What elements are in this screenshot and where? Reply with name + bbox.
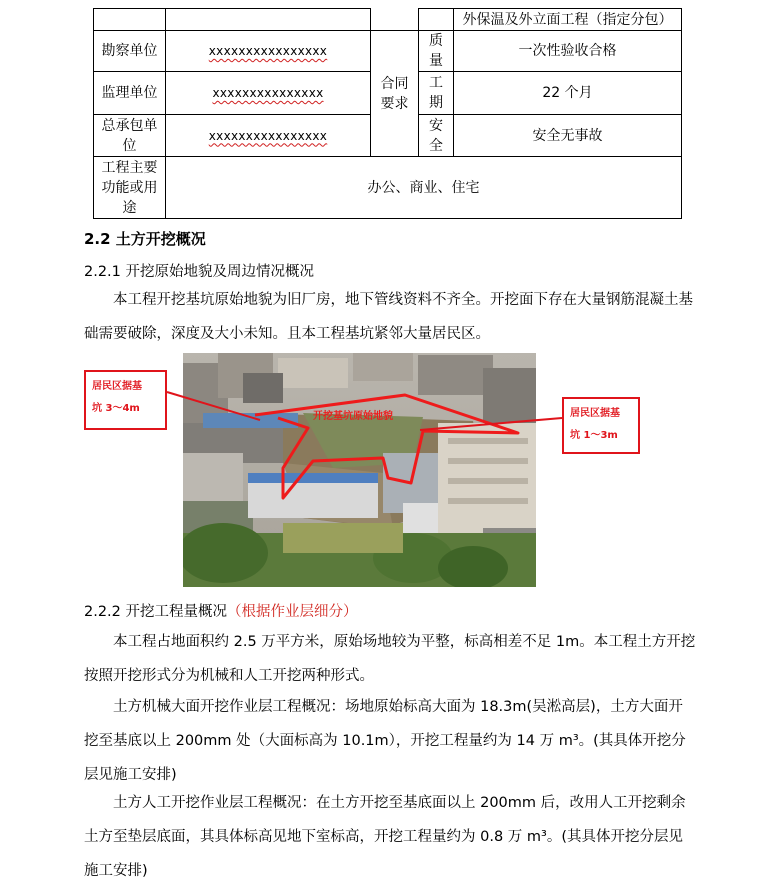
subsection-title-2-text: 2.2.2 开挖工程量概况 xyxy=(84,604,228,620)
subsection-title-1: 2.2.1 开挖原始地貌及周边情况概况 xyxy=(84,264,315,280)
subcontract-note: 外保温及外立面工程（指定分包） xyxy=(454,9,682,31)
safety-value: 安全无事故 xyxy=(454,115,682,157)
callout-right xyxy=(562,397,640,454)
supervision-unit-label: 监理单位 xyxy=(94,72,166,115)
survey-unit-label: 勘察单位 xyxy=(94,31,166,72)
table-row xyxy=(94,31,682,72)
contract-label-line1: 合同 xyxy=(380,75,409,92)
schedule-label-line1: 工 xyxy=(429,75,443,91)
function-label-line3: 途 xyxy=(122,199,137,216)
callout-right-line2: 坑 1～3m xyxy=(570,430,618,441)
pit-label: 开挖基坑原始地貌 xyxy=(313,411,393,422)
paragraph-3: 土方机械大面开挖作业层工程概况：场地原始标高大面为 18.3m(吴淞高层)，土方大面开挖至基底以上 200mm 处（大面标高为 10.1m），开挖工程量约为 14 万 m³。(其具体开挖分层见施工安排) xyxy=(84,699,686,783)
paragraph-4: 土方人工开挖作业层工程概况：在土方开挖至基底面以上 200mm 后，改用人工开挖剩余土方至垫层底面，其具体标高见地下室标高，开挖工程量约为 0.8 万 m³。(其具体开挖分层见施工安排) xyxy=(84,795,686,879)
quality-label-line1: 质 xyxy=(429,33,443,49)
callout-left-line2: 坑 3～4m xyxy=(92,403,140,414)
schedule-label-line2: 期 xyxy=(429,95,443,111)
contract-label-line2: 要求 xyxy=(380,95,409,112)
contract-requirement-cell xyxy=(371,31,419,157)
quality-label-line2: 量 xyxy=(429,53,443,69)
table-row xyxy=(94,9,682,31)
safety-label-line1: 安 xyxy=(429,117,443,134)
general-contractor-label-line2: 位 xyxy=(122,137,137,154)
schedule-value: 22 个月 xyxy=(454,72,682,115)
paragraph-1: 本工程开挖基坑原始地貌为旧厂房，地下管线资料不齐全。开挖面下存在大量钢筋混凝土基础需要破除，深度及大小未知。且本工程基坑紧邻大量居民区。 xyxy=(84,292,693,342)
survey-unit-value: xxxxxxxxxxxxxxxx xyxy=(208,44,328,58)
general-contractor-value: xxxxxxxxxxxxxxxx xyxy=(208,128,328,143)
supervision-unit-value: xxxxxxxxxxxxxxx xyxy=(212,86,324,100)
function-label-line1: 工程主要 xyxy=(101,159,158,176)
quality-value: 一次性验收合格 xyxy=(454,31,682,72)
subsection-title-2 xyxy=(84,600,358,621)
general-contractor-label-line1: 总承包单 xyxy=(101,117,158,134)
site-photo xyxy=(183,353,536,587)
function-label-line2: 功能或用 xyxy=(101,179,158,196)
callout-left xyxy=(84,370,167,430)
callout-left-line1: 居民区据基 xyxy=(92,381,142,392)
section-title: 2.2 土方开挖概况 xyxy=(84,230,206,248)
table-row xyxy=(94,157,682,219)
safety-label-line2: 全 xyxy=(429,137,443,154)
function-value: 办公、商业、住宅 xyxy=(166,157,682,219)
subsection-title-2-note: （根据作业层细分） xyxy=(227,604,358,620)
paragraph-2: 本工程占地面积约 2.5 万平方米，原始场地较为平整，标高相差不足 1m。本工程土方开挖按照开挖形式分为机械和人工开挖两种形式。 xyxy=(84,634,696,684)
callout-right-line1: 居民区据基 xyxy=(570,408,620,419)
project-info-table xyxy=(93,8,682,219)
